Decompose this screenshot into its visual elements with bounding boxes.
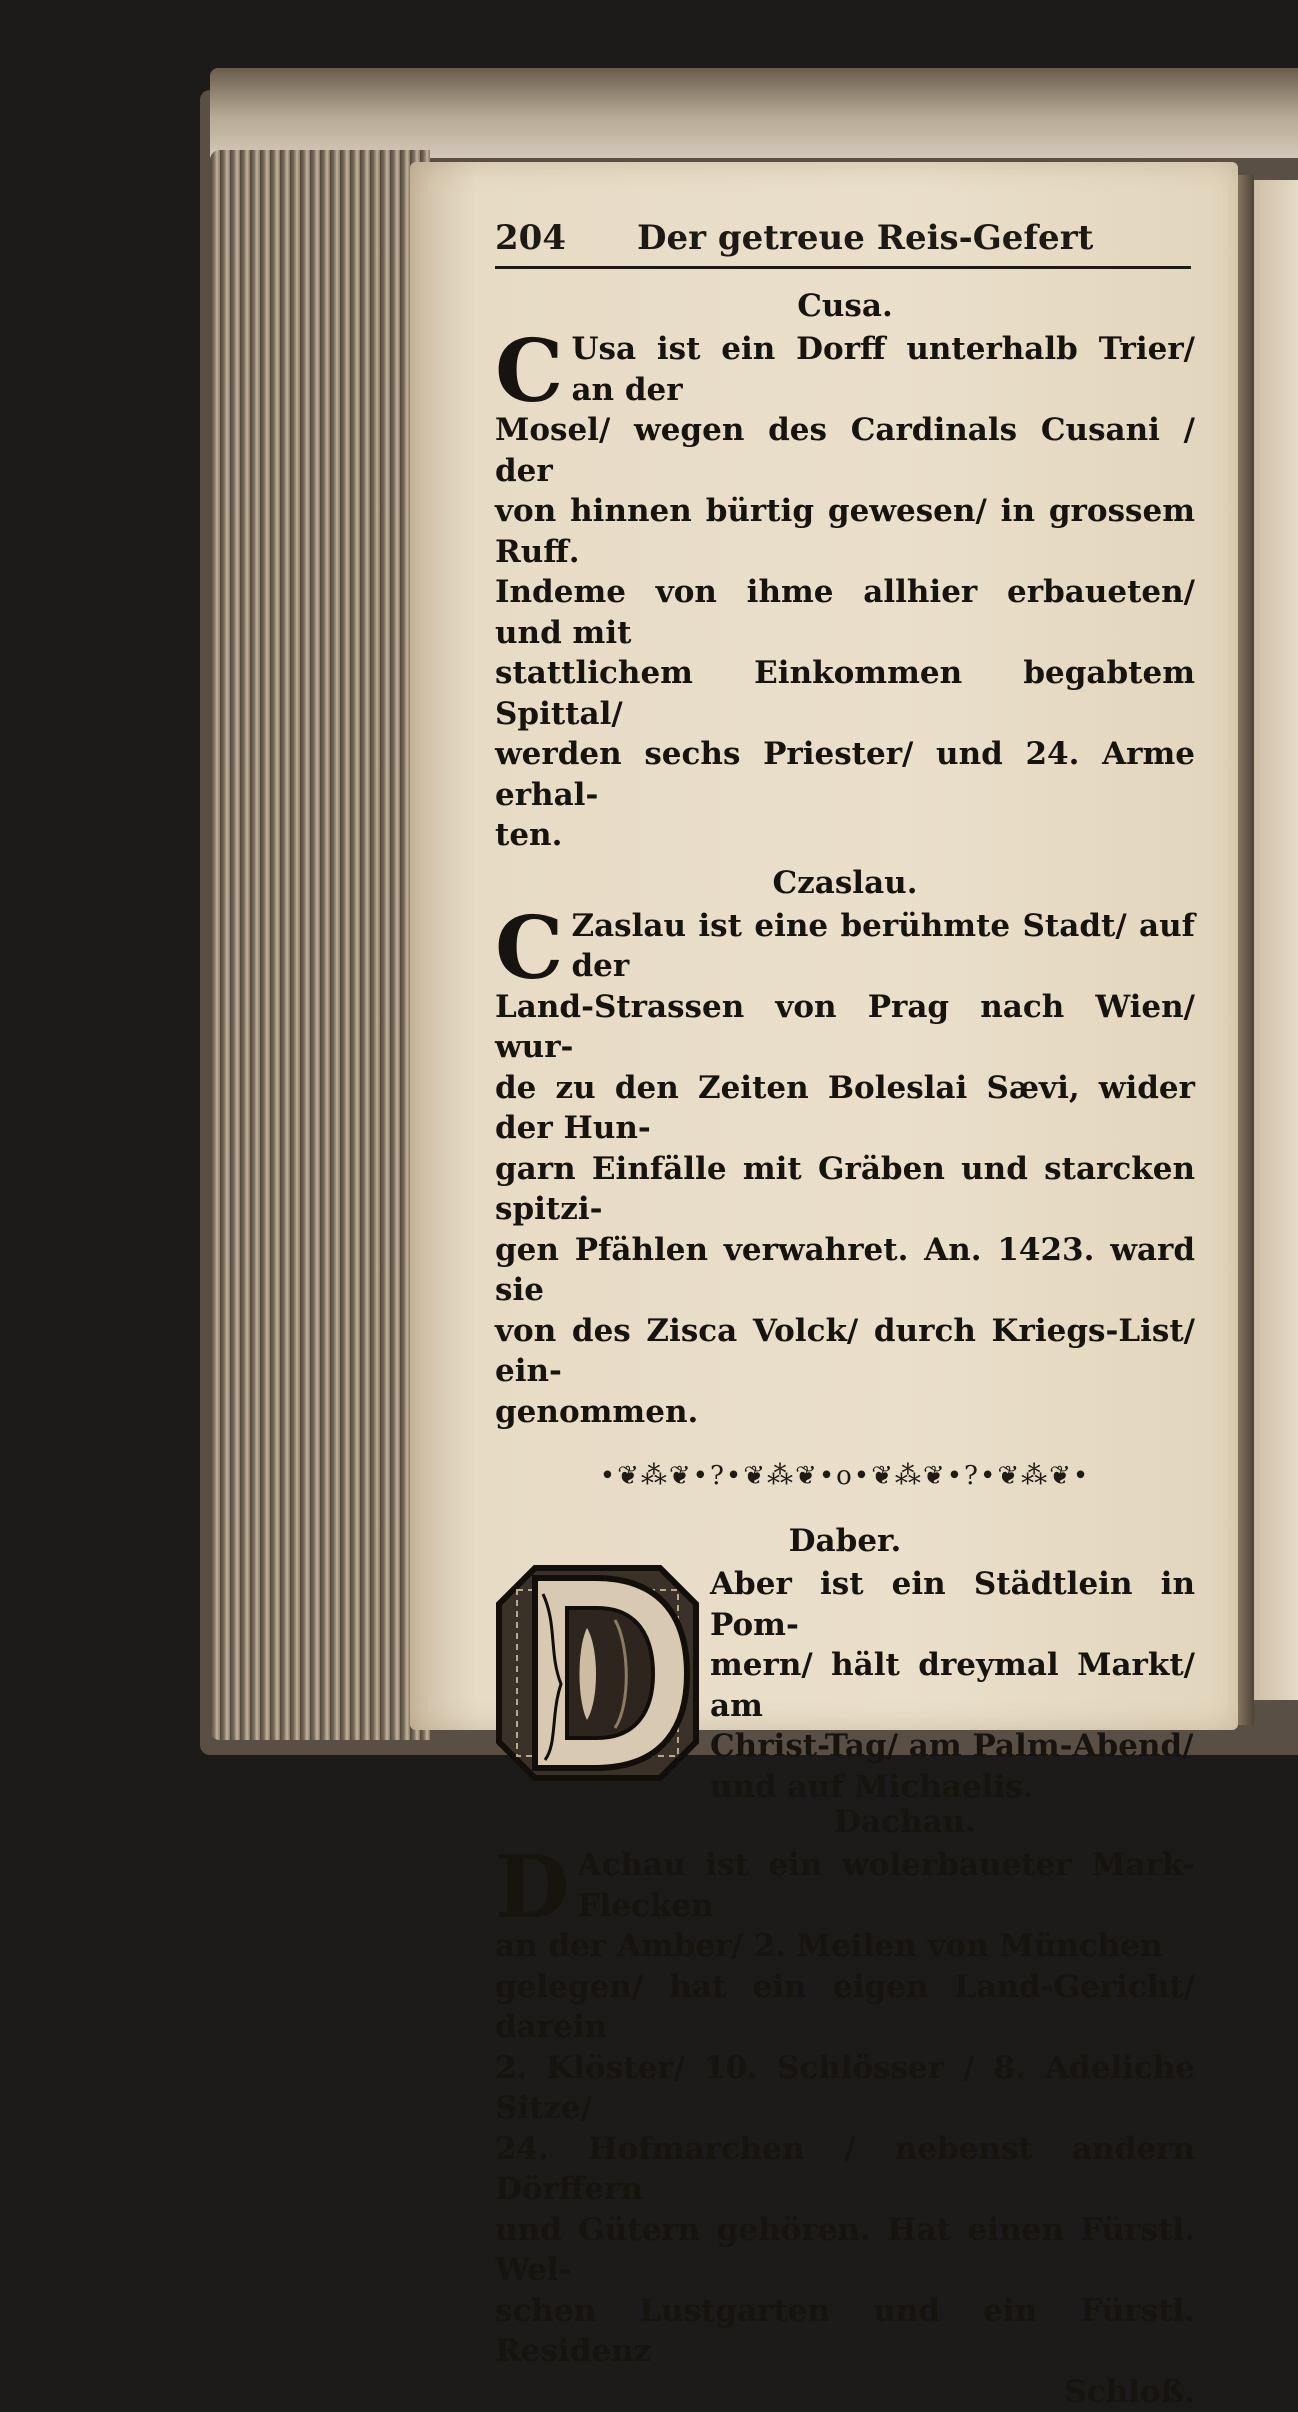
woodcut-initial-graphic (495, 1564, 700, 1782)
text-line: Schloß. (495, 2372, 1195, 2412)
text-line: und auf Michaelis. (710, 1769, 1033, 1805)
text-line: mern/ hält dreymal Markt/ am (710, 1647, 1195, 1724)
text-line: Zaslau ist eine berühmte Stadt/ auf der (571, 908, 1195, 985)
text-line: genommen. (495, 1394, 698, 1430)
entry-text (495, 329, 1195, 856)
text-line: Usa ist ein Dorff unterhalb Trier/ an der (571, 331, 1195, 408)
entry-title: Daber. (495, 1518, 1195, 1564)
text-line: Land-Strassen von Prag nach Wien/ wur- (495, 989, 1195, 1066)
entry-cusa (495, 283, 1195, 856)
facing-page (1254, 180, 1298, 1700)
drop-cap: C (495, 335, 571, 409)
text-line: stattlichem Einkommen begabtem Spittal/ (495, 655, 1195, 732)
entry-title: Cusa. (495, 283, 1195, 329)
text-line: Aber ist ein Städtlein in Pom- (710, 1566, 1195, 1643)
page-number: 204 (495, 218, 566, 258)
text-line: garn Einfälle mit Gräben und starcken spitzi- (495, 1151, 1195, 1228)
page-stack (210, 150, 430, 1740)
drop-cap: C (495, 912, 571, 986)
text-line: von hinnen bürtig gewesen/ in grossem Ruff. (495, 493, 1195, 570)
text-line: und Gütern gehören. Hat einen Fürstl. Wel- (495, 2212, 1195, 2289)
text-line: de zu den Zeiten Boleslai Sævi, wider der Hun- (495, 1070, 1195, 1147)
text-line: werden sechs Priester/ und 24. Arme erhal- (495, 736, 1195, 813)
text-line: Christ-Tag/ am Palm-Abend/ (710, 1728, 1193, 1764)
drop-cap: D (495, 1851, 578, 1925)
text-line: ten. (495, 817, 562, 853)
text-line: 24. Hofmarchen / nebenst andern Dörffern (495, 2131, 1195, 2208)
running-title: Der getreue Reis-Gefert (637, 218, 1093, 258)
entry-title: Dachau. (495, 1799, 1195, 1845)
entry-czaslau (495, 860, 1195, 1433)
text-line: an der Amber/ 2. Meilen von München (495, 1928, 1163, 1964)
entry-text (495, 1845, 1195, 2412)
text-line: gelegen/ hat ein eigen Land-Gericht/ darein (495, 1969, 1195, 2046)
text-line: 2. Klöster/ 10. Schlösser / 8. Adeliche Sitze/ (495, 2050, 1195, 2127)
running-head (495, 218, 1191, 269)
book-top-edge (210, 68, 1298, 158)
text-line: Mosel/ wegen des Cardinals Cusani / der (495, 412, 1195, 489)
gutter (1236, 175, 1254, 1725)
text-line: von des Zisca Volck/ durch Kriegs-List/ ein- (495, 1313, 1195, 1390)
text-line: schen Lustgarten und ein Fürstl. Residenz (495, 2293, 1195, 2370)
entry-title: Czaslau. (495, 860, 1195, 906)
text-block (495, 283, 1195, 2412)
entry-dachau (495, 1799, 1195, 2412)
ornament-divider: •❦⁂❦•?•❦⁂❦•o•❦⁂❦•?•❦⁂❦• (495, 1454, 1195, 1498)
text-line: Achau ist ein wolerbaueter Mark-Flecken (578, 1847, 1195, 1924)
woodcut-initial (495, 1564, 700, 1782)
entry-text (495, 1564, 1195, 1807)
text-line: gen Pfählen verwahret. An. 1423. ward sie (495, 1232, 1195, 1309)
entry-daber (495, 1518, 1195, 1807)
entry-text (495, 906, 1195, 1433)
text-line: Indeme von ihme allhier erbaueten/ und mit (495, 574, 1195, 651)
